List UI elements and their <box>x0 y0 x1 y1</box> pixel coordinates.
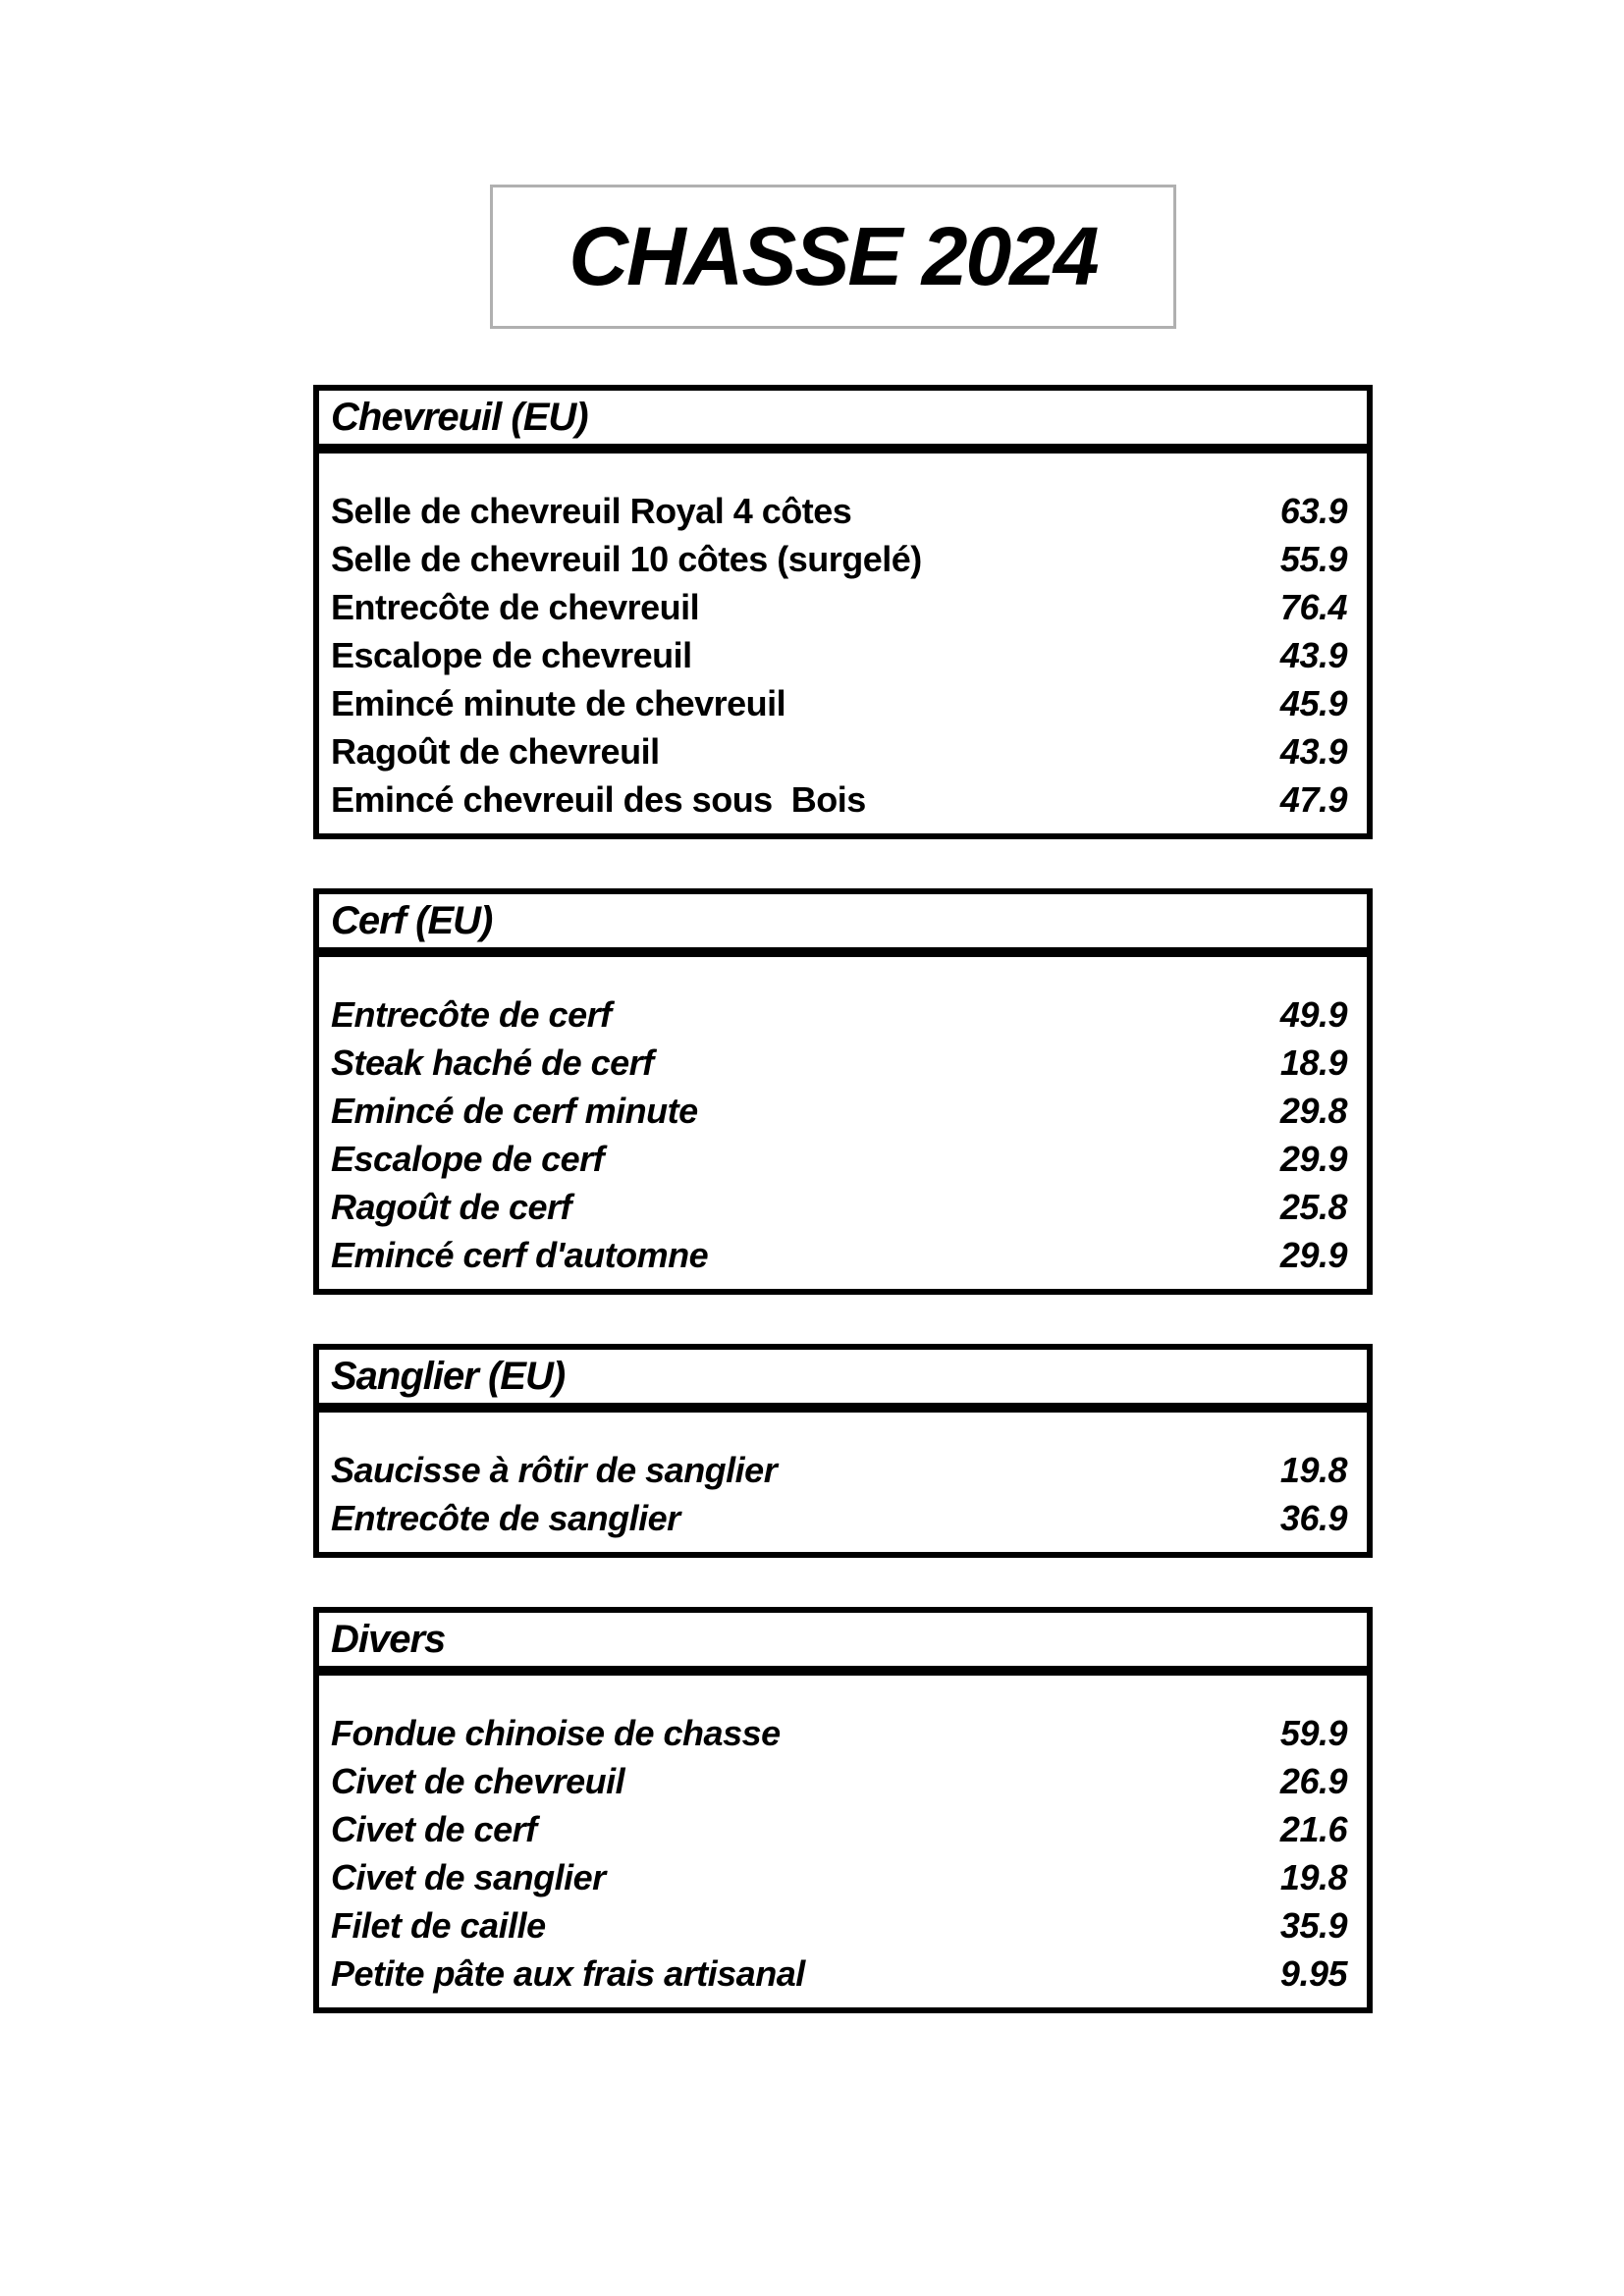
item-label: Emincé minute de chevreuil <box>331 682 786 723</box>
menu-item-row <box>331 631 1347 679</box>
item-label: Saucisse à rôtir de sanglier <box>331 1449 778 1490</box>
item-price: 26.9 <box>1279 1760 1347 1801</box>
menu-item-row <box>331 775 1347 824</box>
item-price: 43.9 <box>1279 634 1347 675</box>
item-label: Selle de chevreuil 10 côtes (surgelé) <box>331 538 922 579</box>
menu-item-row <box>331 1446 1347 1494</box>
item-price: 76.4 <box>1279 586 1347 627</box>
item-price: 29.9 <box>1279 1234 1347 1275</box>
item-price: 35.9 <box>1279 1904 1347 1946</box>
item-label: Entrecôte de chevreuil <box>331 586 700 627</box>
section-items <box>319 454 1367 833</box>
item-label: Steak haché de cerf <box>331 1041 654 1083</box>
item-price: 49.9 <box>1279 993 1347 1035</box>
item-label: Civet de cerf <box>331 1808 537 1849</box>
item-price: 63.9 <box>1279 490 1347 531</box>
item-price: 47.9 <box>1279 778 1347 820</box>
item-label: Entrecôte de sanglier <box>331 1497 680 1538</box>
menu-section <box>313 888 1373 1295</box>
menu-item-row <box>331 1949 1347 1998</box>
menu-item-row <box>331 679 1347 727</box>
menu-item-row <box>331 1087 1347 1135</box>
sections-container <box>313 385 1373 2062</box>
menu-item-row <box>331 1853 1347 1901</box>
menu-item-row <box>331 1709 1347 1757</box>
menu-item-row <box>331 1901 1347 1949</box>
item-label: Emincé de cerf minute <box>331 1090 698 1131</box>
menu-item-row <box>331 727 1347 775</box>
item-label: Escalope de cerf <box>331 1138 605 1179</box>
item-label: Emincé chevreuil des sous Bois <box>331 778 866 820</box>
section-items <box>319 1413 1367 1552</box>
section-header: Cerf (EU) <box>319 894 1367 957</box>
item-price: 43.9 <box>1279 730 1347 772</box>
item-label: Civet de chevreuil <box>331 1760 625 1801</box>
item-price: 19.8 <box>1279 1449 1347 1490</box>
item-price: 29.8 <box>1279 1090 1347 1131</box>
item-label: Ragoût de chevreuil <box>331 730 660 772</box>
menu-item-row <box>331 535 1347 583</box>
item-price: 21.6 <box>1279 1808 1347 1849</box>
item-label: Emincé cerf d'automne <box>331 1234 709 1275</box>
item-label: Filet de caille <box>331 1904 546 1946</box>
item-price: 19.8 <box>1279 1856 1347 1897</box>
item-price: 36.9 <box>1279 1497 1347 1538</box>
item-price: 9.95 <box>1279 1952 1347 1994</box>
section-header: Sanglier (EU) <box>319 1350 1367 1413</box>
section-items <box>319 957 1367 1289</box>
section-header: Chevreuil (EU) <box>319 391 1367 454</box>
menu-section <box>313 1607 1373 2013</box>
item-label: Civet de sanglier <box>331 1856 606 1897</box>
menu-item-row <box>331 1494 1347 1542</box>
menu-item-row <box>331 990 1347 1039</box>
item-price: 29.9 <box>1279 1138 1347 1179</box>
section-header: Divers <box>319 1613 1367 1676</box>
item-label: Escalope de chevreuil <box>331 634 692 675</box>
menu-item-row <box>331 487 1347 535</box>
item-price: 55.9 <box>1279 538 1347 579</box>
item-price: 59.9 <box>1279 1712 1347 1753</box>
menu-section <box>313 1344 1373 1558</box>
item-price: 25.8 <box>1279 1186 1347 1227</box>
item-label: Fondue chinoise de chasse <box>331 1712 781 1753</box>
menu-item-row <box>331 1805 1347 1853</box>
menu-item-row <box>331 1757 1347 1805</box>
menu-item-row <box>331 1183 1347 1231</box>
menu-item-row <box>331 583 1347 631</box>
menu-section <box>313 385 1373 839</box>
menu-item-row <box>331 1039 1347 1087</box>
item-price: 45.9 <box>1279 682 1347 723</box>
item-label: Ragoût de cerf <box>331 1186 572 1227</box>
title-box <box>490 185 1176 329</box>
item-label: Entrecôte de cerf <box>331 993 612 1035</box>
section-items <box>319 1676 1367 2007</box>
page-title: CHASSE 2024 <box>568 210 1098 302</box>
item-label: Petite pâte aux frais artisanal <box>331 1952 805 1994</box>
item-label: Selle de chevreuil Royal 4 côtes <box>331 490 852 531</box>
item-price: 18.9 <box>1279 1041 1347 1083</box>
menu-item-row <box>331 1231 1347 1279</box>
menu-item-row <box>331 1135 1347 1183</box>
